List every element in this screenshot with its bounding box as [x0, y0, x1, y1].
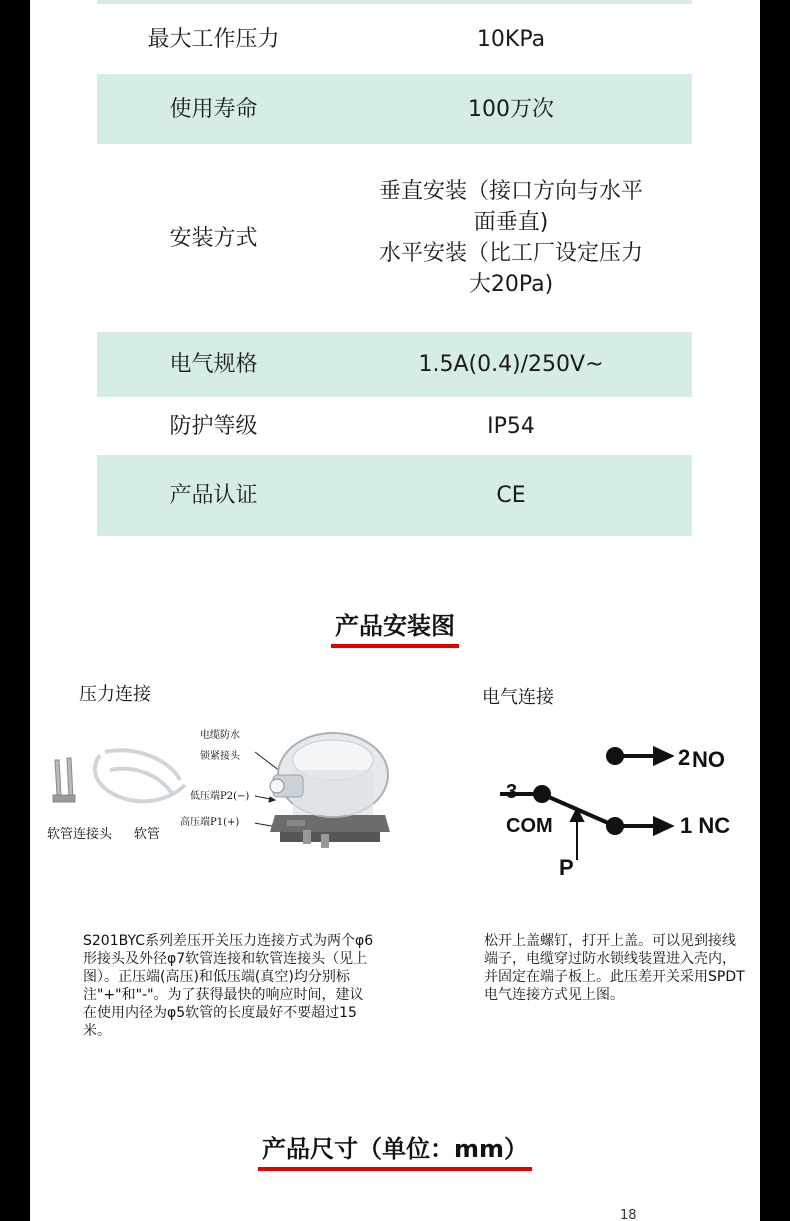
dimension-section-title-text: 产品尺寸（单位：mm）	[258, 1133, 532, 1171]
pressure-p-label: P	[559, 855, 574, 880]
spec-row-protection	[97, 397, 692, 455]
electrical-connection-title: 电气连接	[482, 687, 554, 708]
spec-page	[30, 0, 760, 1221]
spec-label: 产品认证	[97, 455, 330, 536]
nc-terminal-icon	[606, 817, 624, 835]
spec-row-certification	[97, 455, 692, 536]
spec-value: CE	[330, 455, 692, 536]
pressure-connection-description: S201BYC系列差压开关压力连接方式为两个φ6形接头及外径φ7软管连接和软管连接头（见上图）。正压端(高压)和低压端(真空)均分别标注"+"和"-"。为了获得最快的响应时间，建议在使用内径为φ5软管的长度最好不要超过15米。	[83, 933, 374, 1039]
pressure-connection-title: 压力连接	[79, 684, 151, 705]
mounting-line-3: 水平安装（比工厂设定压力	[378, 241, 643, 266]
com-number: 3	[506, 781, 518, 803]
no-label: NO	[692, 747, 725, 772]
hose-illustration	[45, 740, 195, 825]
spec-value: 10KPa	[476, 26, 546, 52]
spec-label: 最大工作压力	[147, 26, 280, 52]
spdt-wiring-diagram	[470, 735, 730, 885]
electrical-connection-description: 松开上盖螺钉，打开上盖。可以见到接线端子，电缆穿过防水锁线装置进入壳内，并固定在端子板上。此压差开关采用SPDT电气连接方式见上图。	[484, 933, 745, 1003]
install-section-title-text: 产品安装图	[331, 610, 459, 648]
low-port-callout: 低压端P2(−)	[190, 791, 250, 802]
install-section-title	[30, 610, 760, 648]
spec-value: 1.5A(0.4)/250V~	[330, 332, 692, 397]
pressure-switch-illustration	[255, 720, 395, 855]
spec-row-max-pressure	[97, 4, 692, 74]
hose-icon	[95, 750, 185, 801]
spec-label: 使用寿命	[97, 74, 330, 144]
no-number: 2	[678, 745, 691, 770]
spec-value-multiline	[330, 144, 692, 332]
hose-connector-label: 软管连接头	[47, 827, 113, 842]
high-port-callout: 高压端P1(+)	[180, 817, 240, 828]
mounting-line-4: 大20Pa)	[468, 272, 554, 297]
spec-label: 防护等级	[169, 413, 258, 439]
switch-body-icon	[270, 733, 390, 848]
spec-row-lifetime	[97, 74, 692, 144]
hose-label: 软管	[134, 827, 161, 842]
spec-row-electrical-rating	[97, 332, 692, 397]
spec-table	[97, 4, 692, 536]
cable-gland-callout-line2: 锁紧接头	[200, 751, 240, 762]
mounting-line-1: 垂直安装（接口方向与水平	[378, 179, 643, 204]
spec-row-mounting	[97, 144, 692, 332]
spec-value: IP54	[487, 413, 535, 439]
spec-value: 100万次	[330, 74, 692, 144]
no-terminal-icon	[606, 747, 624, 765]
nc-label: 1 NC	[680, 813, 730, 838]
hose-connector-icon	[53, 758, 75, 802]
com-terminal-icon	[533, 785, 551, 803]
mounting-line-2: 面垂直)	[473, 210, 549, 235]
dimension-section-title	[30, 1133, 760, 1171]
cable-gland-callout-line1: 电缆防水	[200, 730, 240, 741]
spec-label: 安装方式	[169, 225, 258, 251]
com-label: COM	[506, 815, 553, 837]
page-number: 18	[620, 1208, 637, 1221]
spec-label: 电气规格	[97, 332, 330, 397]
pressure-arrow-icon	[571, 809, 583, 860]
